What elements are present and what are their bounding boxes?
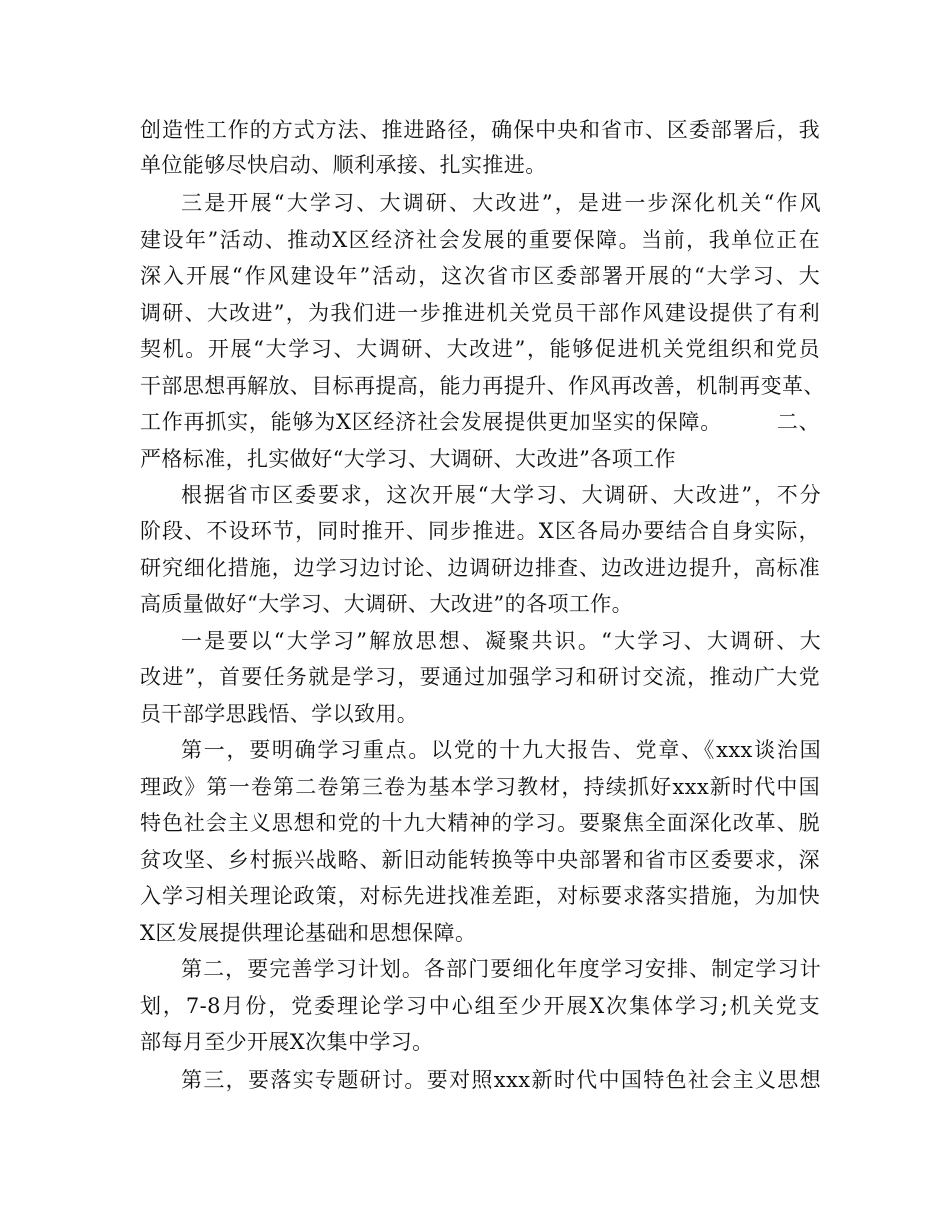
text-line: 干部思想再解放、目标再提高，能力再提升、作风再改善，机制再变革、: [140, 374, 825, 398]
text-line: 贫攻坚、乡村振兴战略、新旧动能转换等中央部署和省市区委要求，深: [140, 848, 820, 872]
text-line: 三是开展“大学习、大调研、大改进”，是进一步深化机关“作风: [181, 191, 821, 215]
text-line: 第三，要落实专题研讨。要对照xxx新时代中国特色社会主义思想: [181, 1068, 821, 1092]
text-line: 高质量做好“大学习、大调研、大改进”的各项工作。: [140, 592, 634, 616]
text-line: 严格标准，扎实做好“大学习、大调研、大改进”各项工作: [140, 447, 676, 471]
text-line: 部每月至少开展X次集中学习。: [140, 1030, 434, 1054]
text-line: 契机。开展“大学习、大调研、大改进”，能够促进机关党组织和党员: [140, 337, 820, 361]
text-line: 划，7-8月份，党委理论学习中心组至少开展X次集体学习;机关党支: [140, 994, 820, 1018]
text-line: 深入开展“作风建设年”活动，这次省市区委部署开展的“大学习、大: [140, 264, 820, 288]
text-line: 根据省市区委要求，这次开展“大学习、大调研、大改进”，不分: [181, 483, 821, 507]
text-line: 员干部学思践悟、学以致用。: [140, 702, 419, 726]
text-line: 创造性工作的方式方法、推进路径，确保中央和省市、区委部署后，我: [140, 118, 820, 142]
text-line: 建设年”活动、推动X区经济社会发展的重要保障。当前，我单位正在: [140, 228, 820, 252]
text-line: 特色社会主义思想和党的十九大精神的学习。要聚焦全面深化改革、脱: [140, 811, 820, 835]
text-line: 入学习相关理论政策，对标先进找准差距，对标要求落实措施，为加快: [140, 884, 820, 908]
text-line: 第一，要明确学习重点。以党的十九大报告、党章、《xxx谈治国: [181, 738, 821, 762]
text-line: 工作再抓实，能够为X区经济社会发展提供更加坚实的保障。 二、: [140, 410, 820, 434]
text-line: 理政》第一卷第二卷第三卷为基本学习教材，持续抓好xxx新时代中国: [140, 775, 820, 799]
text-line: 单位能够尽快启动、顺利承接、扎实推进。: [140, 153, 547, 177]
text-line: 改进”，首要任务就是学习，要通过加强学习和研讨交流，推动广大党: [140, 665, 820, 689]
text-line: 第二，要完善学习计划。各部门要细化年度学习安排、制定学习计: [181, 957, 821, 981]
text-line: 一是要以“大学习”解放思想、凝聚共识。“大学习、大调研、大: [181, 629, 821, 653]
text-line: 阶段、不设环节，同时推开、同步推进。X区各局办要结合自身实际，: [140, 519, 820, 543]
text-line: X区发展提供理论基础和思想保障。: [140, 921, 477, 945]
text-line: 调研、大改进”，为我们进一步推进机关党员干部作风建设提供了有利: [140, 301, 820, 325]
text-line: 研究细化措施，边学习边讨论、边调研边排查、边改进边提升，高标准: [140, 556, 820, 580]
